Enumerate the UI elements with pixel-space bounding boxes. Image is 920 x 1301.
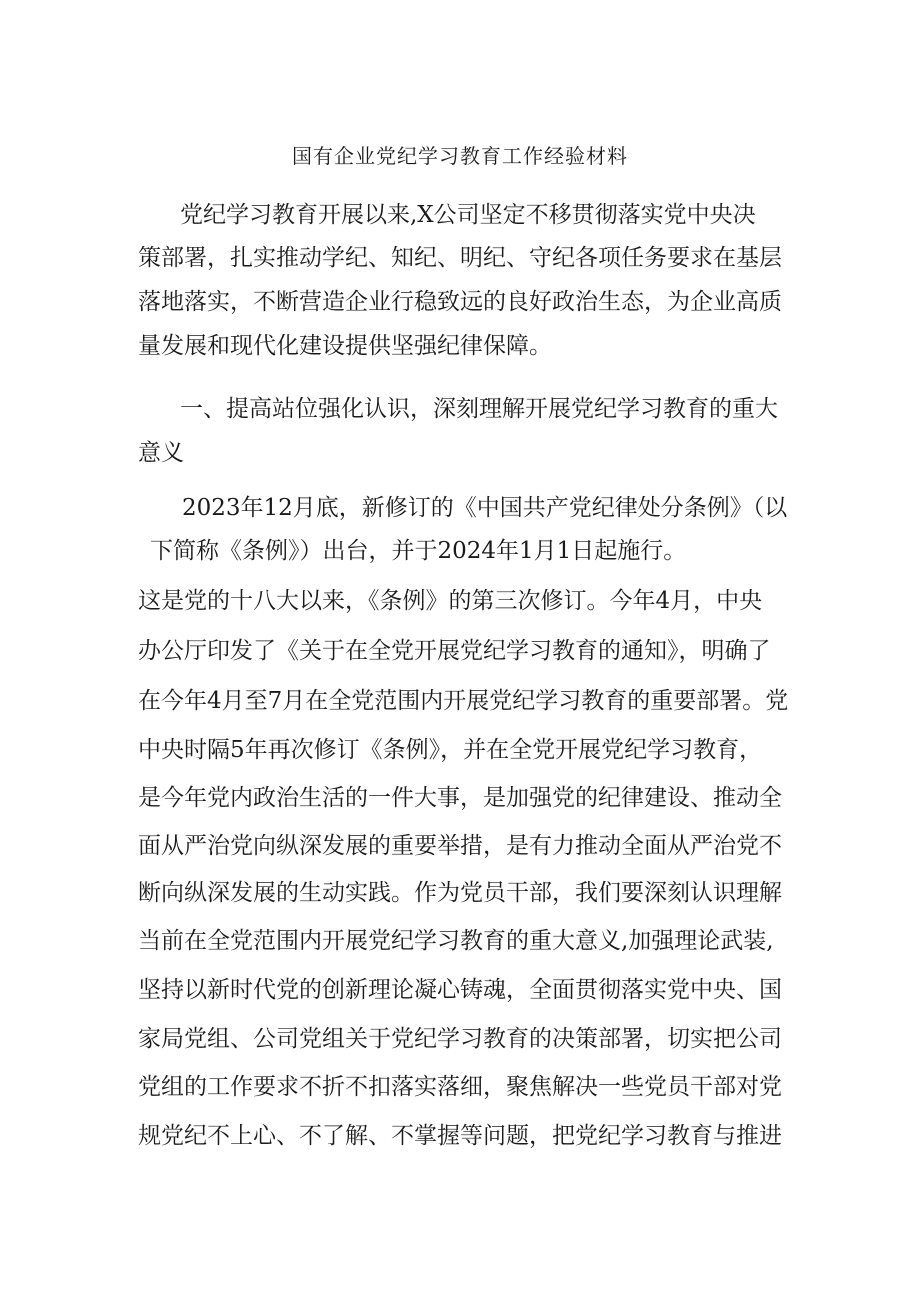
paragraph-3-line-2: 办公厅印发了《关于在全党开展党纪学习教育的通知》，明确了 (138, 638, 771, 664)
paragraph-3-line-12: 规党纪不上心、不了解、不掌握等问题，把党纪学习教育与推进 (138, 1123, 782, 1149)
paragraph-3-line-1: 这是党的十八大以来，《条例》的第三次修订。今年4月，中央 (138, 588, 763, 614)
document-title: 国有企业党纪学习教育工作经验材料 (292, 144, 628, 168)
paragraph-3-line-8: 当前在全党范围内开展党纪学习教育的重大意义,加强理论武装, (138, 928, 774, 954)
paragraph-1-line-3: 落地落实，不断营造企业行稳致远的良好政治生态，为企业高质 (138, 289, 782, 315)
paragraph-2-line-2: 下简称《条例》）出台，并于2024年1月1日起施行。 (150, 538, 687, 564)
paragraph-2-line-1: 2023年12月底，新修订的《中国共产党纪律处分条例》（以 (182, 495, 788, 521)
paragraph-1-line-4: 量发展和现代化建设提供坚强纪律保障。 (138, 333, 552, 359)
paragraph-1-line-1: 党纪学习教育开展以来,X公司坚定不移贯彻落实党中央决 (180, 202, 756, 228)
paragraph-3-line-3: 在今年4月至7月在全党范围内开展党纪学习教育的重要部署。党 (138, 688, 789, 714)
section-heading-line-2: 意义 (138, 440, 184, 466)
paragraph-3-line-4: 中央时隔5年再次修订《条例》，并在全党开展党纪学习教育， (138, 737, 763, 763)
paragraph-1-line-2: 策部署，扎实推动学纪、知纪、明纪、守纪各项任务要求在基层 (138, 245, 782, 271)
paragraph-3-line-11: 党组的工作要求不折不扣落实落细，聚焦解决一些党员干部对党 (138, 1074, 782, 1100)
paragraph-3-line-9: 坚持以新时代党的创新理论凝心铸魂，全面贯彻落实党中央、国 (138, 977, 782, 1003)
paragraph-3-line-5: 是今年党内政治生活的一件大事，是加强党的纪律建设、推动全 (138, 785, 782, 811)
paragraph-3-line-7: 断向纵深发展的生动实践。作为党员干部，我们要深刻认识理解 (138, 880, 782, 906)
paragraph-3-line-6: 面从严治党向纵深发展的重要举措，是有力推动全面从严治党不 (138, 833, 782, 859)
paragraph-3-line-10: 家局党组、公司党组关于党纪学习教育的决策部署，切实把公司 (138, 1026, 782, 1052)
section-heading-line-1: 一、提高站位强化认识，深刻理解开展党纪学习教育的重大 (180, 396, 778, 422)
